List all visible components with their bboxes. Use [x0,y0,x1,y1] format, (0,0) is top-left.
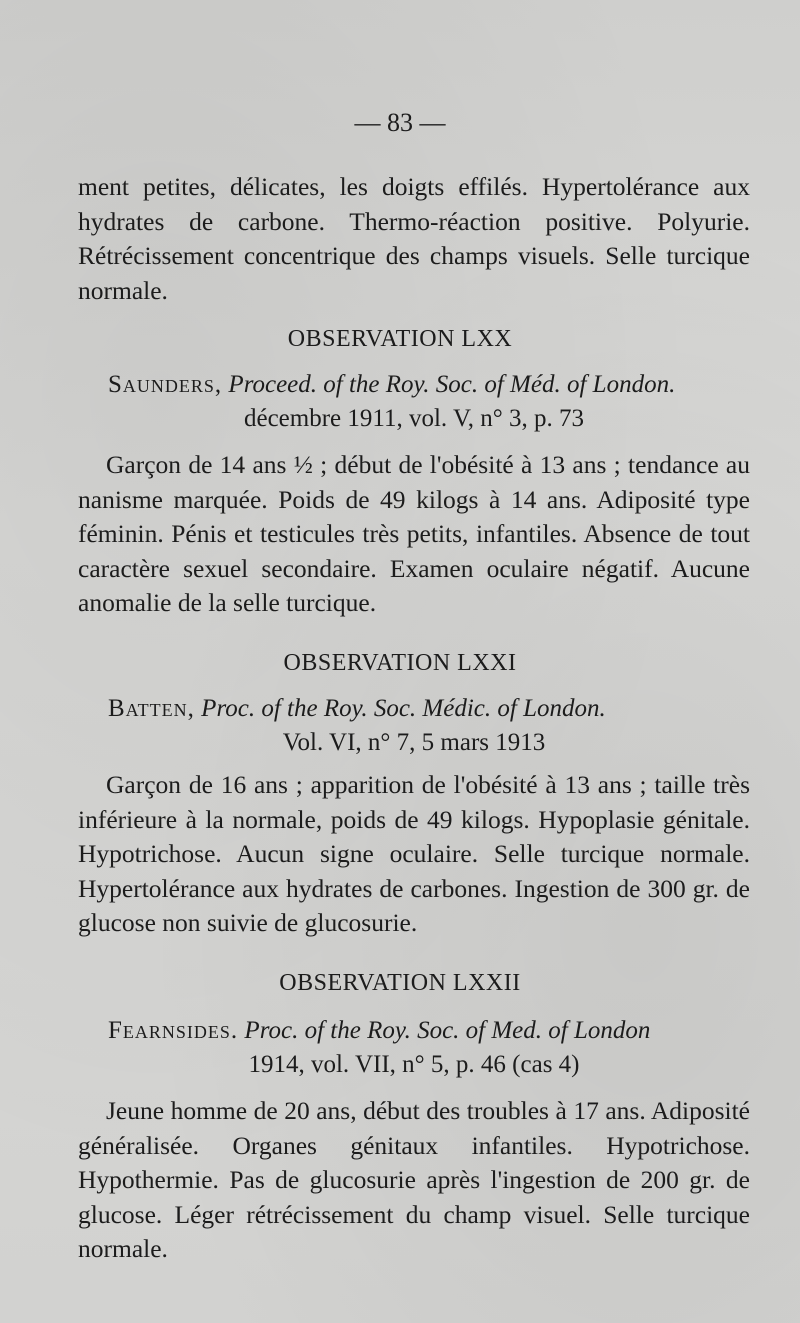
continuation-paragraph: ment petites, délicates, les doigts effilés. Hypertolérance aux hydrates de carbone. Thermo-réaction positive. Polyurie. Rétrécissement concentrique des champs visuels. Selle turcique normale. [78,172,750,305]
reference-source: Proceed. of the Roy. Soc. of Méd. of London. [228,371,676,398]
reference-detail: Vol. VI, n° 7, 5 mars 1913 [282,729,546,756]
reference-source: Proc. of the Roy. Soc. Médic. of London. [201,695,606,722]
reference-detail: décembre 1911, vol. V, n° 3, p. 73 [243,405,585,432]
observation-heading: OBSERVATION LXXII [279,970,521,996]
observation-reference [78,368,750,436]
reference-detail: 1914, vol. VII, n° 5, p. 46 (cas 4) [248,1051,580,1078]
observation-body: Garçon de 16 ans ; apparition de l'obésité à 13 ans ; taille très inférieure à la normale, poids de 49 kilogs. Hypoplasie génitale. Hypotrichose. Aucun signe oculaire. Selle turcique normale. Hypertolérance aux hydrates de carbones. Ingestion de 300 gr. de glucose non suivie de glucosurie. [78,770,750,937]
observation-reference [78,692,750,760]
reference-author: Batten, [108,695,195,722]
reference-author: Saunders, [108,371,223,398]
page-number: — 83 — [354,108,446,137]
observation-heading: OBSERVATION LXXI [283,650,517,676]
observation-reference [78,1014,750,1082]
observation-body: Garçon de 14 ans ½ ; début de l'obésité à 13 ans ; tendance au nanisme marquée. Poids de 49 kilogs à 14 ans. Adiposité type féminin. Pénis et testicules très petits, infantiles. Absence de tout caractère sexuel secondaire. Examen oculaire négatif. Aucune anomalie de la selle turcique. [78,450,750,617]
observation-heading: OBSERVATION LXX [287,326,513,352]
observation-body: Jeune homme de 20 ans, début des troubles à 17 ans. Adiposité généralisée. Organes génitaux infantiles. Hypotrichose. Hypothermie. Pas de glucosurie après l'ingestion de 200 gr. de glucose. Léger rétrécissement du champ visuel. Selle turcique normale. [78,1096,750,1263]
reference-source: Proc. of the Roy. Soc. of Med. of London [244,1017,651,1044]
reference-author: Fearnsides. [108,1017,239,1044]
